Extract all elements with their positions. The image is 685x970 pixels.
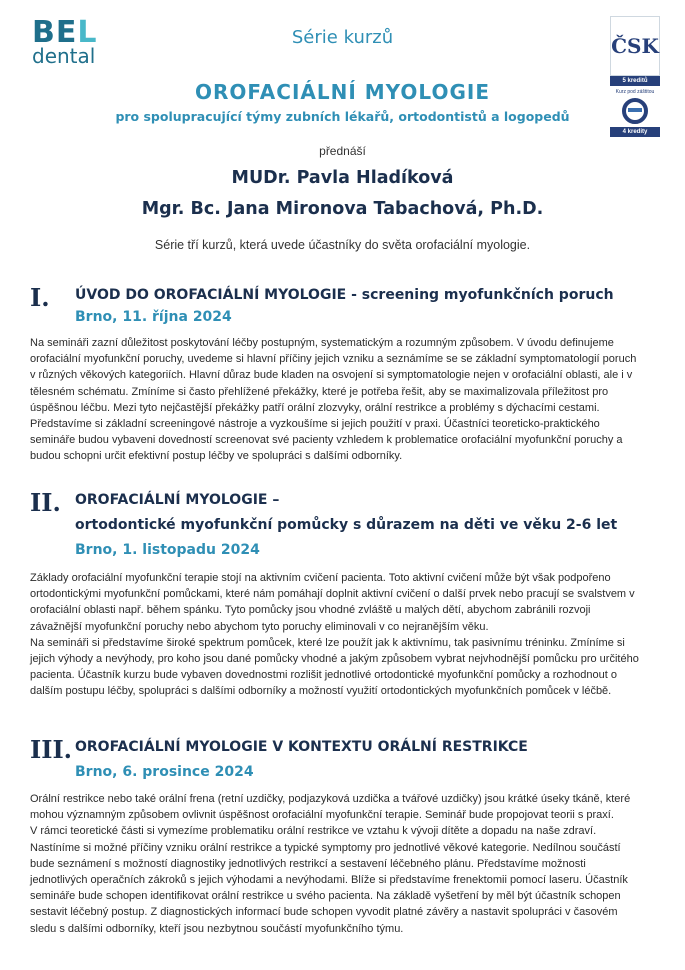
page-subtitle: pro spolupracující týmy zubních lékařů, ortodontistů a logopedů: [115, 109, 570, 124]
section-3: [30, 735, 670, 950]
badge-mid-text: Kurz pod záštitou: [615, 89, 655, 95]
section-title-main: ÚVOD DO OROFACIÁLNÍ MYOLOGIE -: [75, 287, 362, 303]
page-title: OROFACIÁLNÍ MYOLOGIE: [195, 80, 490, 104]
credits-top: 5 kreditů: [610, 76, 660, 86]
csk-mark: ČSK: [611, 34, 659, 58]
logo-dental: dental: [32, 44, 96, 68]
paragraph: Orální restrikce nebo také orální frena (retní uzdičky, podjazyková uzdička a tvářové uzdičky) jsou krátké úseky tkáně, které mohou významným způsobem ovlivnit úspěšnost orofaciální myofunkční terapie. Seminář bude propojovat teorii s praxí.: [30, 793, 631, 822]
section-numeral: II.: [30, 488, 61, 517]
series-label: Série kurzů: [291, 27, 394, 48]
section-1: [30, 283, 670, 463]
section-title: [75, 287, 614, 303]
section-title: OROFACIÁLNÍ MYOLOGIE –: [75, 492, 280, 508]
section-body: [30, 335, 642, 465]
paragraph: V rámci teoretické části si vymezíme problematiku orální restrikce ve vztahu k vývoji dítěte a dopadu na naše zdraví. Nastíníme si možné příčiny vzniku orální restrikce a typické symptomy pro jednotlivé věkové kategorie. Nedílnou součástí bude seznámení s možností diagnostiky jednotlivých restrikcí a sestavení léčebného plánu. Představíme možnosti jednotlivých operačních zákroků s jejich výhodami a nevýhodami. Blíže si představíme frenektomii pomocí laseru. Účastník semináře bude schopen identifikovat orální restrikce u svého pacienta. Na základě vyšetření by měl být účastník schopen sestavit léčebný postup. Z diagnostických informací bude schopen vyvodit platné závěry a nastavit spolupráci v časovém sledu s dalšími odborníky, kteří jsou nezbytnou součástí myofunkčního týmu.: [30, 825, 628, 935]
intro-text: Série tří kurzů, která uvede účastníky do světa orofaciální myologie.: [154, 238, 531, 252]
credits-bottom: 4 kredity: [610, 127, 660, 137]
section-2: [30, 488, 670, 703]
section-numeral: III.: [30, 735, 73, 764]
speaker-1: MUDr. Pavla Hladíková: [231, 168, 454, 188]
logo-bel-main: BE: [32, 15, 78, 50]
section-numeral: I.: [30, 283, 50, 312]
section-date: Brno, 1. listopadu 2024: [75, 542, 260, 558]
section-title-line2: ortodontické myofunkční pomůcky s důrazem na děti ve věku 2-6 let: [75, 517, 618, 533]
section-title-highlight: screening myofunkčních poruch: [361, 287, 614, 303]
section-date: Brno, 11. října 2024: [75, 309, 232, 325]
paragraph: Na semináři zazní důležitost poskytování léčby postupným, systematickým a rozumným způsobem. V úvodu definujeme orofaciální myofunkční poruchy, uvedeme si hlavní příčiny jejich vzniku a seznámíme se se základní symptomatologií poruch v různých věkových kategoriích. Hlavní důraz bude kladen na osvojení si symptomatologie nejen v orofaciální oblasti, ale i v tělesném schématu. Zmíníme si často přehlížené překážky, které je potřeba řešit, aby se maximalizovala příležitost pro úspěšnou léčbu. Mezi tyto nejčastější překážky patří orální zlozvyky, orální restrikce a problémy s dýchacími cestami. Představíme si základní screeningové nástroje a vyzkoušíme si jejich použití v praxi. Účastníci teoreticko-praktického semináře budou vybaveni dovedností screenovat své pacienty vzhledem k problematice orofaciální myofunkční poruchy a budou schopni určit efektivní postup léčby ve spolupráci s dalšími odborníky.: [30, 337, 637, 463]
section-title: OROFACIÁLNÍ MYOLOGIE V KONTEXTU ORÁLNÍ RESTRIKCE: [75, 739, 528, 755]
logo-bel-accent: L: [77, 15, 98, 50]
presents-label: přednáší: [319, 144, 366, 158]
csk-logo: [610, 16, 660, 76]
paragraph: Základy orofaciální myofunkční terapie stojí na aktivním cvičení pacienta. Toto aktivní cvičení může být však podpořeno ortodontickými myofunkční pomůckami, které nám pomáhají doplnit aktivní cvičení o další prvek nebo pracují se svalstvem v orofaciální oblasti např. během spánku. Tyto pomůcky jsou vhodné zvláště u malých dětí, abychom zabránili rozvoji závažnější myofunkční poruchy nebo abychom tyto poruchy eliminovali v co nejranějším věku.: [30, 572, 635, 633]
section-body: [30, 791, 642, 937]
section-date: Brno, 6. prosince 2024: [75, 764, 254, 780]
section-body: [30, 570, 642, 700]
paragraph: Na semináři si představíme široké spektrum pomůcek, které lze použít jak k aktivnímu, tak pasivnímu tréninku. Zmíníme si jejich výhody a nevýhody, pro koho jsou dané pomůcky vhodné a jakým způsobem vybrat nejvhodnější pomůcku pro určitého pacienta. Účastník kurzu bude vybaven dovednostmi rozlišit jednotlivé ortodontické myofunkční pomůcky a rozhodnout o dalším postupu léčby, spolupráci s dalšími odborníky a možností využití ortodontických myofunkčních pomůcek v léčbě.: [30, 636, 639, 698]
speaker-2: Mgr. Bc. Jana Mironova Tabachová, Ph.D.: [141, 199, 544, 219]
